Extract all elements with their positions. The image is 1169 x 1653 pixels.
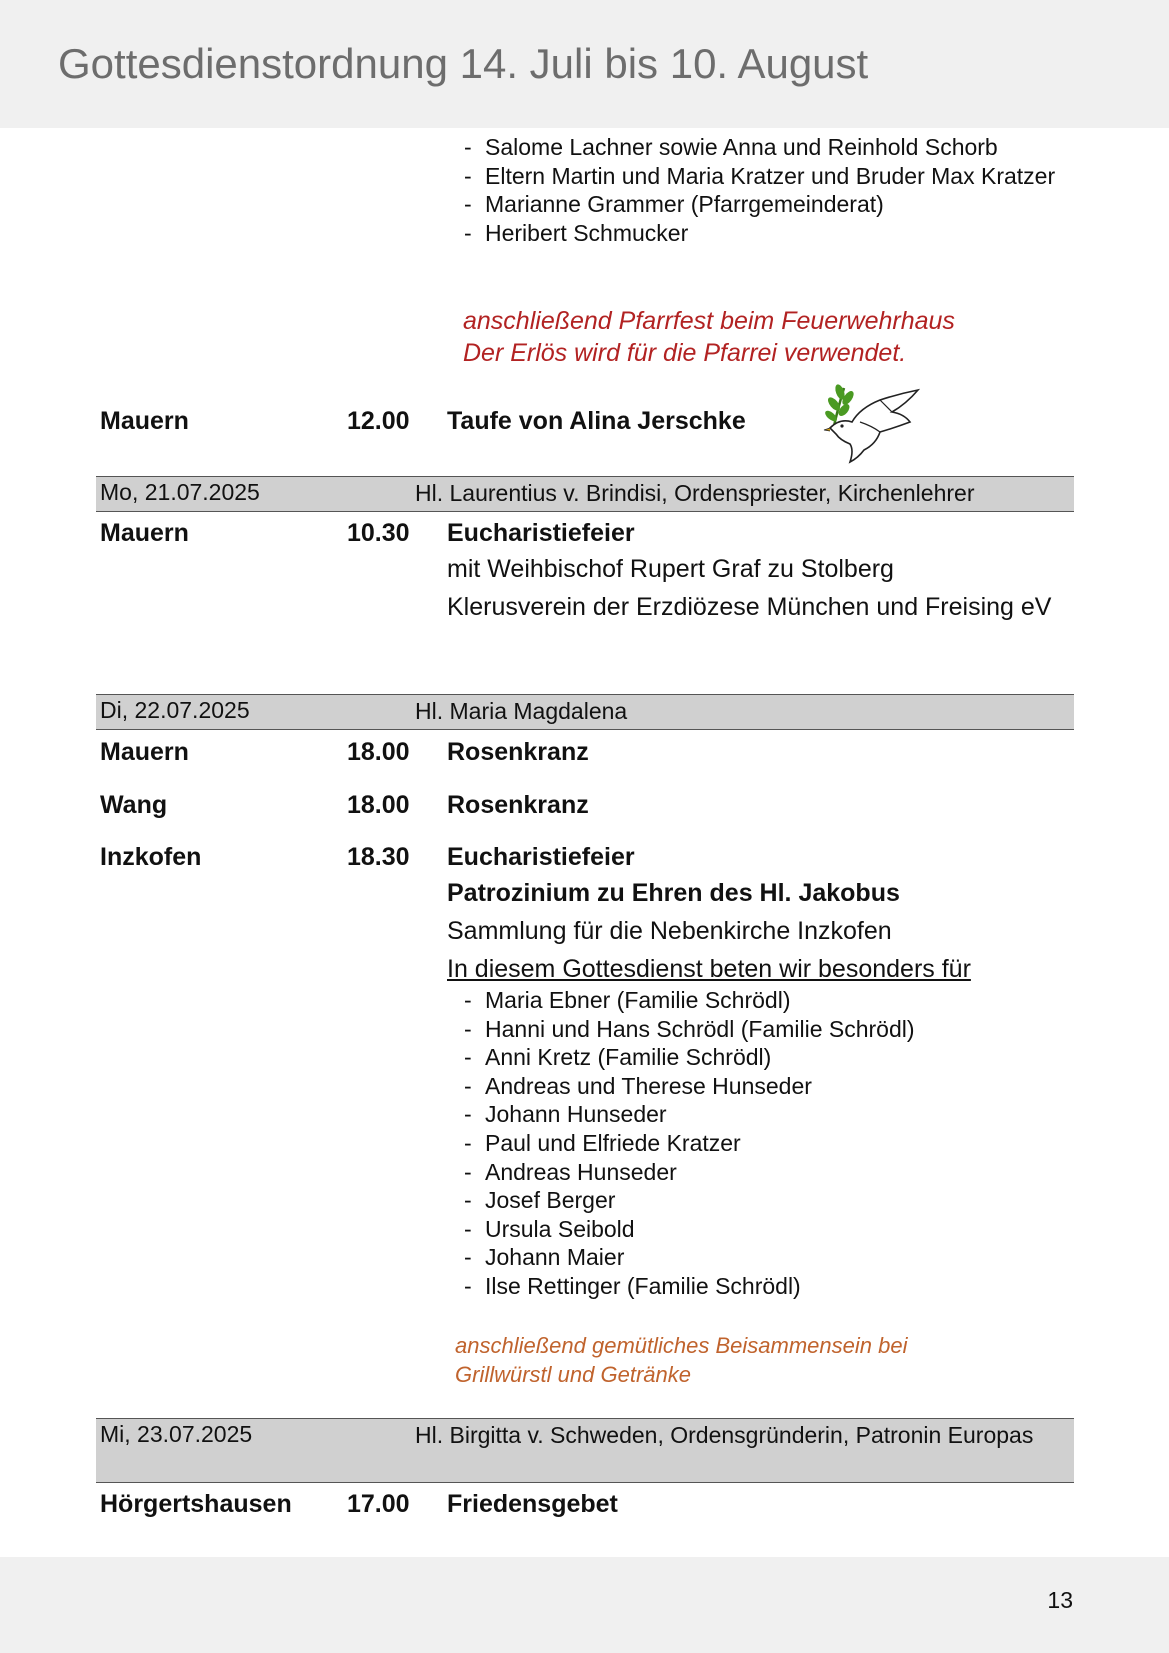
event-eucharist-inzkofen xyxy=(100,843,1075,1387)
pfarrfest-note xyxy=(463,305,955,369)
list-item: - Josef Berger xyxy=(460,1186,1020,1215)
list-item: - Anni Kretz (Familie Schrödl) xyxy=(460,1043,1020,1072)
event-time: 17.00 xyxy=(347,1490,410,1518)
day-saint: Hl. Maria Magdalena xyxy=(415,698,628,724)
list-item: - Marianne Grammer (Pfarrgemeinderat) xyxy=(460,190,1080,219)
pfarrfest-note-line2: Der Erlös wird für die Pfarrei verwendet. xyxy=(463,339,907,367)
gathering-note-line1: anschließend gemütliches Beisammensein bei xyxy=(455,1333,908,1358)
list-item: - Hanni und Hans Schrödl (Familie Schrödl) xyxy=(460,1015,1020,1044)
page-footer xyxy=(0,1557,1169,1653)
day-header xyxy=(96,694,1074,730)
day-date: Di, 22.07.2025 xyxy=(100,697,250,723)
continued-intention-list xyxy=(460,133,1080,247)
list-item: - Paul und Elfriede Kratzer xyxy=(460,1129,1020,1158)
event-title: Eucharistiefeier xyxy=(447,519,635,547)
list-item: - Andreas Hunseder xyxy=(460,1158,1020,1187)
event-time: 18.00 xyxy=(347,738,410,766)
event-detail: Klerusverein der Erzdiözese München und Freising eV xyxy=(447,593,1052,621)
dove-icon xyxy=(820,378,930,468)
page-title: Gottesdienstordnung 14. Juli bis 10. August xyxy=(58,40,869,87)
event-title: Rosenkranz xyxy=(447,791,589,819)
gathering-note-line2: Grillwürstl und Getränke xyxy=(455,1362,691,1387)
event-time: 10.30 xyxy=(347,519,410,547)
pfarrfest-note-line1: anschließend Pfarrfest beim Feuerwehrhaus xyxy=(463,307,955,335)
day-saint: Hl. Birgitta v. Schweden, Ordensgründerin, Patronin Europas xyxy=(415,1422,1034,1448)
list-item: - Ilse Rettinger (Familie Schrödl) xyxy=(460,1272,1020,1301)
list-item: - Andreas und Therese Hunseder xyxy=(460,1072,1020,1101)
day-date: Mo, 21.07.2025 xyxy=(100,479,260,505)
prayer-list xyxy=(460,986,1020,1301)
event-peace-prayer xyxy=(100,1490,1075,1522)
day-header xyxy=(96,1418,1074,1483)
event-time: 18.00 xyxy=(347,791,410,819)
event-location: Wang xyxy=(100,791,168,819)
list-item: - Eltern Martin und Maria Kratzer und Bruder Max Kratzer xyxy=(460,162,1080,191)
list-item: - Salome Lachner sowie Anna und Reinhold Schorb xyxy=(460,133,1080,162)
event-time: 12.00 xyxy=(347,407,410,435)
event-title: Rosenkranz xyxy=(447,738,589,766)
event-detail: mit Weihbischof Rupert Graf zu Stolberg xyxy=(447,555,894,583)
event-subtitle: Patrozinium zu Ehren des Hl. Jakobus xyxy=(447,879,900,907)
page-number: 13 xyxy=(1047,1587,1073,1613)
day-header xyxy=(96,476,1074,512)
list-item: - Heribert Schmucker xyxy=(460,219,1080,248)
event-time: 18.30 xyxy=(347,843,410,871)
event-title: Friedensgebet xyxy=(447,1490,618,1518)
list-item: - Johann Hunseder xyxy=(460,1100,1020,1129)
event-title: Taufe von Alina Jerschke xyxy=(447,407,746,435)
gathering-note xyxy=(455,1331,907,1389)
list-item: - Maria Ebner (Familie Schrödl) xyxy=(460,986,1020,1015)
event-location: Mauern xyxy=(100,738,189,766)
page-header xyxy=(0,0,1169,128)
list-item: - Johann Maier xyxy=(460,1243,1020,1272)
event-title: Eucharistiefeier xyxy=(447,843,635,871)
event-rosary-mauern xyxy=(100,738,1075,770)
day-saint: Hl. Laurentius v. Brindisi, Ordenspriester, Kirchenlehrer xyxy=(415,480,975,506)
list-item: - Ursula Seibold xyxy=(460,1215,1020,1244)
prayer-heading: In diesem Gottesdienst beten wir besonders für xyxy=(447,955,971,983)
event-location: Mauern xyxy=(100,407,189,435)
event-location: Hörgertshausen xyxy=(100,1490,292,1518)
day-date: Mi, 23.07.2025 xyxy=(100,1421,253,1447)
event-location: Mauern xyxy=(100,519,189,547)
event-eucharist-mauern xyxy=(100,519,1075,659)
event-collection: Sammlung für die Nebenkirche Inzkofen xyxy=(447,917,892,945)
event-location: Inzkofen xyxy=(100,843,202,871)
event-rosary-wang xyxy=(100,791,1075,823)
